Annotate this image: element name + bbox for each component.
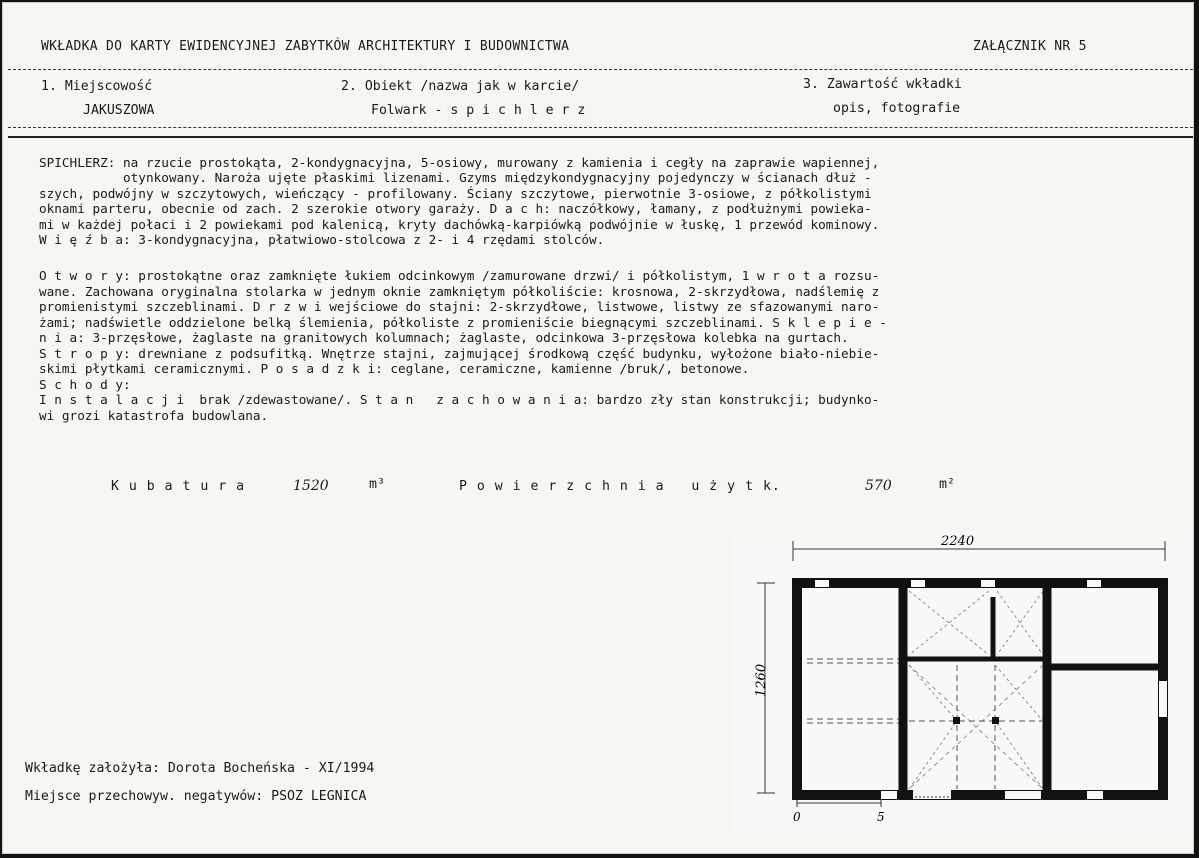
negatives-storage: Miejsce przechowyw. negatywów: PSOZ LEGNICA	[25, 789, 367, 804]
description-line: wi grozi katastrofa budowlana.	[39, 408, 269, 423]
description-line: O t w o r y: prostokątne oraz zamknięte łukiem odcinkowym /zamurowane drzwi/ i półkolistym, 1 w r o t a rozsu-	[39, 268, 880, 283]
description-line: I n s t a l a c j i brak /zdewastowane/. S t a n z a c h o w a n i a: bardzo zły stan konstrukcji; budynko-	[39, 392, 880, 407]
fields-divider-dashed	[8, 127, 1193, 128]
area-label: P o w i e r z c h n i a u ż y t k.	[459, 479, 781, 494]
annex-number: ZAŁĄCZNIK NR 5	[973, 39, 1087, 54]
description-line: W i ę ź b a: 3-kondygnacyjna, płatwiowo-stolcowa z 2- i 4 rzędami stolców.	[39, 232, 605, 247]
description-line: SPICHLERZ: na rzucie prostokąta, 2-kondygnacyjna, 5-osiowy, murowany z kamienia i cegły na zaprawie wapiennej,	[39, 155, 880, 170]
description-line: promienistymi szczeblinami. D r z w i wejściowe do stajni: 2-skrzydłowe, listwowe, listwy ze sfazowanymi naro-	[39, 299, 880, 314]
card-title: WKŁADKA DO KARTY EWIDENCYJNEJ ZABYTKÓW ARCHITEKTURY I BUDOWNICTWA	[41, 39, 570, 54]
area-unit: m²	[939, 477, 955, 492]
description-line: S t r o p y: drewniane z podsufitką. Wnętrze stajni, zajmującej środkową część budynku, wyłożone biało-niebie-	[39, 346, 880, 361]
volume-value: 1520	[293, 478, 329, 494]
field-locality-value: JAKUSZOWA	[83, 103, 155, 118]
area-value: 570	[865, 478, 892, 494]
description-line: n i a: 3-przęsłowe, żaglaste na granitowych kolumnach; żaglaste, odcinkowa 3-przęsłowa kolebka na gurtach.	[39, 330, 849, 345]
volume-label: K u b a t u r a	[111, 479, 246, 494]
description-line: żami; nadświetle oddzielone belką ślemienia, półkoliste z promieniście biegnącymi szczeblinami. S k l e p i e -	[39, 315, 887, 330]
record-card	[2, 2, 1194, 854]
scale-start: 0	[793, 810, 801, 824]
field-locality-label: 1. Miejscowość	[41, 79, 153, 94]
field-object-value: Folwark - s p i c h l e r z	[371, 103, 586, 118]
field-content-value: opis, fotografie	[833, 101, 961, 116]
plan-height-dimension: 1260	[754, 663, 769, 697]
description-line: otynkowany. Naroża ujęte płaskimi lizenami. Gzyms międzykondygnacyjny pojedynczy w ścianach dłuż -	[39, 170, 872, 185]
floor-plan-drawing	[731, 531, 1191, 833]
scale-end: 5	[877, 810, 885, 824]
fields-divider-solid	[8, 136, 1193, 138]
description-line: szych, podwójny w szczytowych, wieńczący - profilowany. Ściany szczytowe, pierwotnie 3-osiowe, z półkolistymi	[39, 186, 872, 201]
header-divider	[8, 69, 1193, 70]
description-line: mi w każdej połaci i 2 powiekami pod kalenicą, kryty dachówką-karpiówką podwójnie w łuskę, 1 przewód kominowy.	[39, 217, 880, 232]
description-line: skimi płytkami ceramicznymi. P o s a d z k i: ceglane, ceramiczne, kamienne /bruk/, betonowe.	[39, 361, 750, 376]
field-content-label: 3. Zawartość wkładki	[803, 77, 962, 92]
description-line: wane. Zachowana oryginalna stolarka w jednym oknie zamkniętym półkoliście: krosnowa, 2-skrzydłowa, nadślemię z	[39, 284, 880, 299]
created-by: Wkładkę założyła: Dorota Bocheńska - XI/1994	[25, 761, 375, 776]
floor-plan	[731, 531, 1191, 833]
description-line: S c h o d y:	[39, 377, 131, 392]
plan-width-dimension: 2240	[941, 534, 975, 549]
field-object-label: 2. Obiekt /nazwa jak w karcie/	[341, 79, 580, 94]
description-line: oknami parteru, obecnie od zach. 2 szerokie otwory garaży. D a c h: naczółkowy, łamany, z podłużnymi powieka-	[39, 201, 872, 216]
volume-unit: m³	[369, 477, 385, 492]
